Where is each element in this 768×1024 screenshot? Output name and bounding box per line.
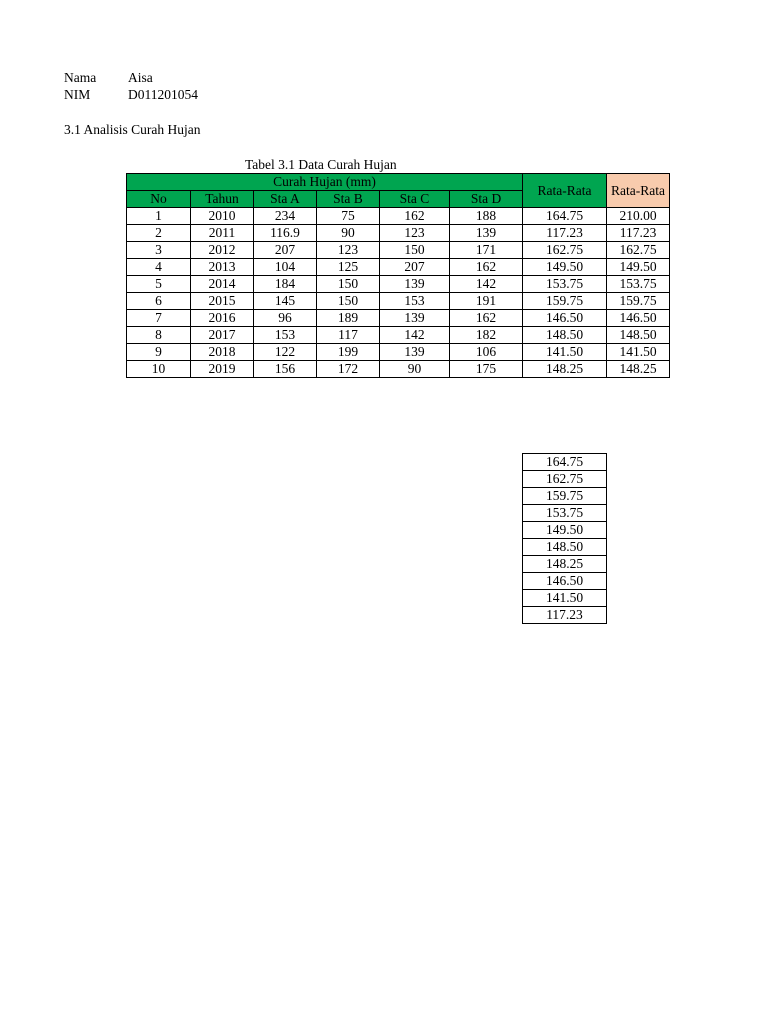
cell-rata-rata-1: 159.75 (523, 293, 607, 310)
cell-sta-c: 123 (380, 225, 450, 242)
sorted-row (523, 607, 607, 624)
cell-no: 1 (127, 208, 191, 225)
cell-sta-a: 96 (254, 310, 317, 327)
table-row (127, 276, 670, 293)
sorted-row (523, 471, 607, 488)
cell-sta-d: 106 (450, 344, 523, 361)
rainfall-table (126, 173, 670, 378)
nama-value: Aisa (128, 70, 153, 85)
cell-rata-rata-2: 146.50 (607, 310, 670, 327)
cell-sta-d: 142 (450, 276, 523, 293)
header-rata-rata-1: Rata-Rata (523, 174, 607, 208)
cell-sta-b: 75 (317, 208, 380, 225)
sorted-value-cell: 148.25 (523, 556, 607, 573)
sorted-row (523, 505, 607, 522)
cell-sta-a: 234 (254, 208, 317, 225)
cell-sta-d: 171 (450, 242, 523, 259)
cell-sta-c: 90 (380, 361, 450, 378)
sorted-value-cell: 148.50 (523, 539, 607, 556)
cell-sta-a: 122 (254, 344, 317, 361)
cell-rata-rata-1: 164.75 (523, 208, 607, 225)
cell-tahun: 2017 (191, 327, 254, 344)
cell-sta-d: 162 (450, 310, 523, 327)
cell-rata-rata-1: 117.23 (523, 225, 607, 242)
sorted-value-cell: 164.75 (523, 454, 607, 471)
cell-tahun: 2014 (191, 276, 254, 293)
cell-rata-rata-1: 141.50 (523, 344, 607, 361)
sorted-average-body (523, 454, 607, 624)
cell-rata-rata-2: 162.75 (607, 242, 670, 259)
sorted-value-cell: 159.75 (523, 488, 607, 505)
cell-sta-a: 104 (254, 259, 317, 276)
cell-sta-c: 139 (380, 310, 450, 327)
cell-rata-rata-2: 117.23 (607, 225, 670, 242)
sorted-row (523, 573, 607, 590)
table-row (127, 208, 670, 225)
cell-sta-b: 150 (317, 276, 380, 293)
sorted-value-cell: 146.50 (523, 573, 607, 590)
cell-sta-d: 162 (450, 259, 523, 276)
nama-label: Nama (64, 70, 97, 85)
header-no: No (127, 191, 191, 208)
cell-no: 3 (127, 242, 191, 259)
cell-sta-d: 182 (450, 327, 523, 344)
sorted-value-cell: 117.23 (523, 607, 607, 624)
table-row (127, 344, 670, 361)
table-caption: Tabel 3.1 Data Curah Hujan (245, 157, 397, 172)
cell-no: 2 (127, 225, 191, 242)
header-sta-b: Sta B (317, 191, 380, 208)
sorted-value-cell: 141.50 (523, 590, 607, 607)
cell-no: 4 (127, 259, 191, 276)
cell-no: 9 (127, 344, 191, 361)
cell-sta-c: 207 (380, 259, 450, 276)
cell-no: 8 (127, 327, 191, 344)
cell-rata-rata-2: 149.50 (607, 259, 670, 276)
group-header-curah-hujan: Curah Hujan (mm) (127, 174, 523, 191)
nim-row (64, 87, 198, 103)
cell-sta-c: 150 (380, 242, 450, 259)
header-sta-d: Sta D (450, 191, 523, 208)
sorted-row (523, 522, 607, 539)
cell-tahun: 2013 (191, 259, 254, 276)
cell-rata-rata-1: 148.50 (523, 327, 607, 344)
cell-sta-b: 117 (317, 327, 380, 344)
nim-value: D011201054 (128, 87, 198, 102)
cell-sta-c: 139 (380, 344, 450, 361)
cell-sta-a: 116.9 (254, 225, 317, 242)
cell-sta-a: 207 (254, 242, 317, 259)
cell-sta-a: 153 (254, 327, 317, 344)
table-row (127, 225, 670, 242)
cell-sta-d: 139 (450, 225, 523, 242)
sorted-row (523, 556, 607, 573)
header-sta-c: Sta C (380, 191, 450, 208)
section-heading: 3.1 Analisis Curah Hujan (64, 122, 201, 137)
table-row (127, 242, 670, 259)
cell-tahun: 2016 (191, 310, 254, 327)
table-row (127, 259, 670, 276)
table-row (127, 361, 670, 378)
sorted-value-cell: 162.75 (523, 471, 607, 488)
cell-sta-d: 191 (450, 293, 523, 310)
cell-sta-d: 188 (450, 208, 523, 225)
cell-sta-b: 189 (317, 310, 380, 327)
cell-rata-rata-1: 146.50 (523, 310, 607, 327)
table-row (127, 293, 670, 310)
cell-sta-b: 150 (317, 293, 380, 310)
cell-sta-b: 199 (317, 344, 380, 361)
cell-rata-rata-2: 148.50 (607, 327, 670, 344)
cell-sta-b: 90 (317, 225, 380, 242)
cell-sta-d: 175 (450, 361, 523, 378)
cell-rata-rata-1: 162.75 (523, 242, 607, 259)
cell-tahun: 2018 (191, 344, 254, 361)
cell-sta-b: 172 (317, 361, 380, 378)
sorted-row (523, 539, 607, 556)
cell-no: 5 (127, 276, 191, 293)
nama-row (64, 70, 153, 86)
sorted-average-table (522, 453, 607, 624)
cell-rata-rata-2: 141.50 (607, 344, 670, 361)
table-row (127, 327, 670, 344)
header-sta-a: Sta A (254, 191, 317, 208)
sorted-row (523, 488, 607, 505)
cell-tahun: 2015 (191, 293, 254, 310)
cell-tahun: 2011 (191, 225, 254, 242)
cell-tahun: 2019 (191, 361, 254, 378)
cell-tahun: 2010 (191, 208, 254, 225)
cell-no: 7 (127, 310, 191, 327)
cell-sta-a: 184 (254, 276, 317, 293)
cell-rata-rata-1: 148.25 (523, 361, 607, 378)
sorted-row (523, 454, 607, 471)
sorted-value-cell: 153.75 (523, 505, 607, 522)
cell-rata-rata-1: 149.50 (523, 259, 607, 276)
sorted-value-cell: 149.50 (523, 522, 607, 539)
cell-sta-c: 142 (380, 327, 450, 344)
nim-label: NIM (64, 87, 91, 102)
cell-sta-c: 139 (380, 276, 450, 293)
cell-rata-rata-2: 148.25 (607, 361, 670, 378)
sorted-row (523, 590, 607, 607)
header-rata-rata-2: Rata-Rata (607, 174, 670, 208)
cell-rata-rata-2: 210.00 (607, 208, 670, 225)
cell-sta-c: 153 (380, 293, 450, 310)
cell-rata-rata-2: 153.75 (607, 276, 670, 293)
header-tahun: Tahun (191, 191, 254, 208)
cell-no: 6 (127, 293, 191, 310)
cell-rata-rata-2: 159.75 (607, 293, 670, 310)
cell-sta-a: 156 (254, 361, 317, 378)
cell-tahun: 2012 (191, 242, 254, 259)
cell-sta-b: 123 (317, 242, 380, 259)
table-row (127, 310, 670, 327)
cell-sta-c: 162 (380, 208, 450, 225)
rainfall-table-body (127, 208, 670, 378)
cell-rata-rata-1: 153.75 (523, 276, 607, 293)
cell-no: 10 (127, 361, 191, 378)
cell-sta-b: 125 (317, 259, 380, 276)
cell-sta-a: 145 (254, 293, 317, 310)
